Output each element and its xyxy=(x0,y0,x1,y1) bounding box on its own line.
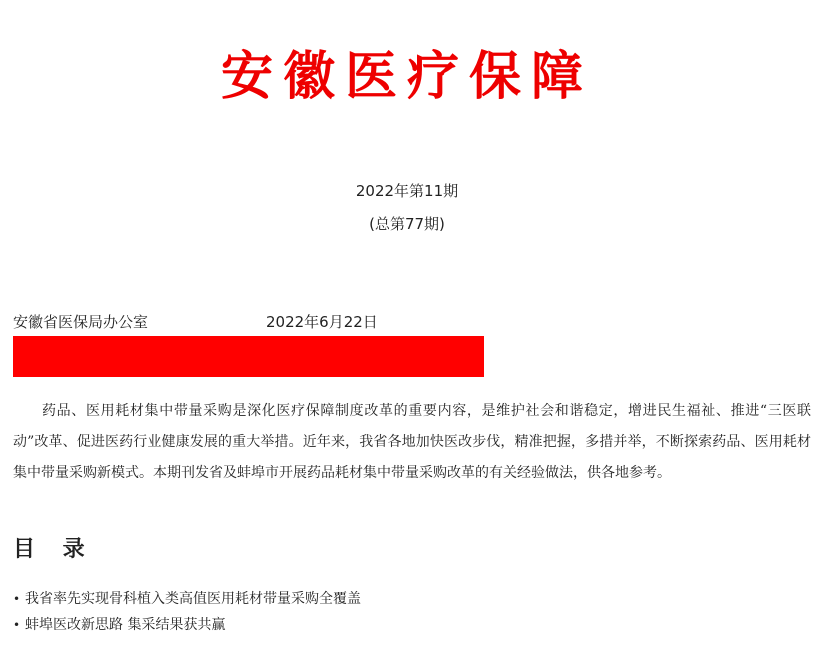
intro-paragraph: 药品、医用耗材集中带量采购是深化医疗保障制度改革的重要内容，是维护社会和谐稳定，增进民生福祉、推进“三医联动”改革、促进医药行业健康发展的重大举措。近年来，我省各地加快医改步伐，精准把握，多措并举，不断探索药品、医用耗材集中带量采购新模式。本期刊发省及蚌埠市开展药品耗材集中带量采购改革的有关经验做法，供各地参考。 xyxy=(13,403,811,481)
issue-total-number: (总第77期) xyxy=(369,215,445,233)
toc-item-label: 蚌埠医改新思路 集采结果获共赢 xyxy=(25,617,226,633)
toc-item-label: 我省率先实现骨科植入类高值医用耗材带量采购全覆盖 xyxy=(25,591,361,607)
issue-date: 2022年6月22日 xyxy=(266,313,378,331)
toc-item[interactable] xyxy=(13,612,361,638)
toc-item[interactable] xyxy=(13,586,361,612)
issue-number: 2022年第11期 xyxy=(355,182,459,200)
masthead-title: 安徽医疗保障 xyxy=(220,46,593,107)
red-divider-bar xyxy=(13,336,484,377)
bullet-icon: • xyxy=(13,592,21,606)
issuing-office: 安徽省医保局办公室 xyxy=(13,313,149,331)
toc-heading: 目 录 xyxy=(13,536,95,562)
toc-list xyxy=(13,586,361,638)
bullet-icon: • xyxy=(13,618,21,632)
